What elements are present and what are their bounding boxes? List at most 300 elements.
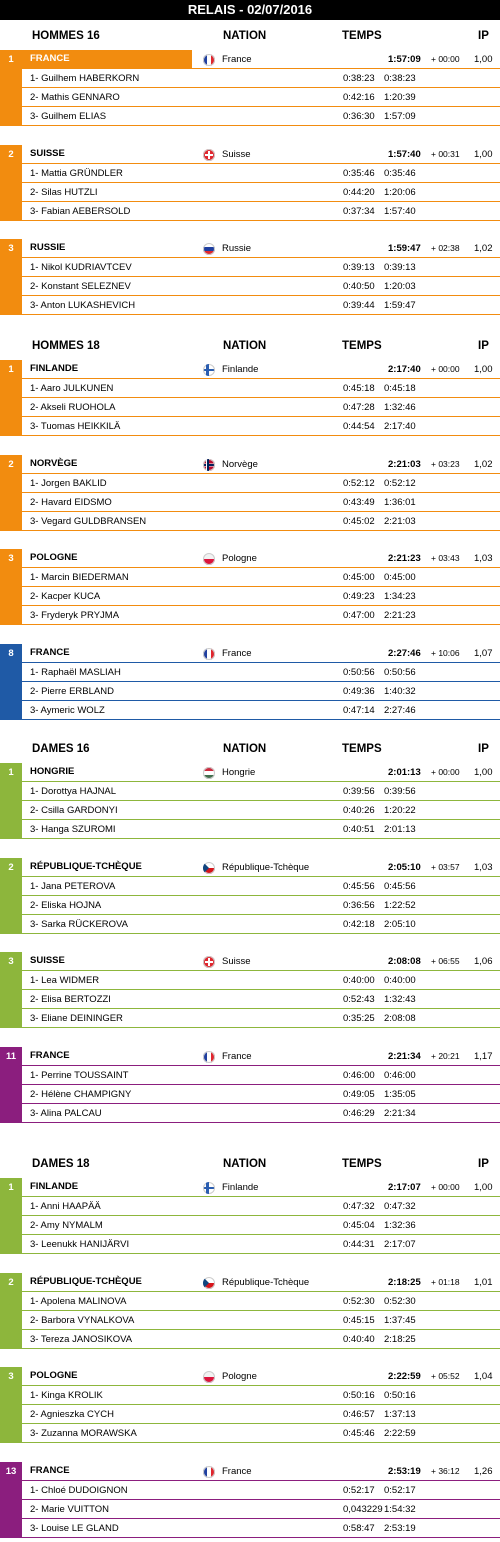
runner-name: 3- Anton LUKASHEVICH (30, 300, 136, 311)
leg-time: 0:36:30 (343, 111, 375, 122)
row-divider (22, 1518, 500, 1519)
leg-time: 0:45:56 (343, 880, 375, 892)
cumulative-time: 2:53:19 (384, 1522, 416, 1534)
row-divider (22, 700, 500, 701)
team-time: 2:21:34 (388, 1050, 421, 1062)
leg-time: 0:42:18 (343, 918, 375, 930)
ip-value: 1,01 (474, 1276, 493, 1288)
cumulative-time: 2:05:10 (384, 918, 416, 930)
cumulative-time: 0:52:30 (384, 1295, 416, 1307)
temps-header: TEMPS (342, 743, 382, 755)
leg-time: 0:39:56 (343, 786, 375, 797)
runner-name: 3- Fabian AEBERSOLD (30, 205, 131, 217)
category-title: DAMES 18 (32, 1158, 90, 1170)
ip-value: 1,03 (474, 861, 493, 873)
runner-name: 3- Guilhem ELIAS (30, 111, 107, 122)
runner-name: 3- Alina PALCAU (30, 1107, 102, 1119)
cumulative-time: 0:39:56 (384, 786, 416, 797)
france-flag-icon (203, 54, 215, 66)
nation-name: République-Tchèque (222, 1276, 310, 1288)
nation-name: Suisse (222, 148, 251, 160)
team-time: 2:21:03 (388, 458, 421, 470)
runner-name: 1- Aaro JULKUNEN (30, 383, 114, 394)
cumulative-time: 0:50:56 (384, 666, 416, 678)
runner-name: 1- Jana PETEROVA (30, 880, 116, 892)
row-divider (22, 125, 500, 126)
row-divider (22, 1537, 500, 1538)
leg-time: 0:40:26 (343, 805, 375, 816)
row-divider (22, 895, 500, 896)
cumulative-time: 1:54:32 (384, 1503, 416, 1515)
row-divider (22, 295, 500, 296)
leg-time: 0:52:43 (343, 994, 375, 1005)
runner-name: 2- Agnieszka CYCH (30, 1409, 114, 1420)
runner-name: 2- Hélène CHAMPIGNY (30, 1088, 132, 1100)
runner-name: 3- Tuomas HEIKKILÄ (30, 421, 121, 432)
cumulative-time: 0:45:18 (384, 383, 416, 394)
pologne-flag-icon (203, 1371, 215, 1383)
runner-name: 1- Dorottya HAJNAL (30, 786, 117, 797)
leg-time: 0:49:05 (343, 1088, 375, 1100)
cumulative-time: 0:45:56 (384, 880, 416, 892)
time-gap: + 00:31 (431, 148, 460, 159)
nation-name: République-Tchèque (222, 861, 310, 873)
row-divider (22, 838, 500, 839)
row-divider (22, 1310, 500, 1311)
row-divider (22, 1196, 500, 1197)
time-gap: + 03:57 (431, 861, 460, 872)
row-divider (22, 719, 500, 720)
runner-name: 3- Vegard GULDBRANSEN (30, 515, 147, 527)
leg-time: 0,043229 (343, 1503, 383, 1515)
runner-name: 1- Lea WIDMER (30, 975, 100, 986)
time-gap: + 02:38 (431, 243, 460, 253)
cumulative-time: 1:57:40 (384, 205, 416, 217)
leg-time: 0:49:36 (343, 685, 375, 697)
ip-value: 1,07 (474, 647, 493, 659)
cumulative-time: 2:21:03 (384, 515, 416, 527)
team-name: FINLANDE (30, 363, 79, 374)
runner-name: 1- Nikol KUDRIAVTCEV (30, 262, 132, 273)
ip-value: 1,03 (474, 553, 493, 564)
ip-value: 1,17 (474, 1050, 493, 1062)
page-title: RELAIS - 02/07/2016 (0, 0, 500, 20)
leg-time: 0:50:56 (343, 666, 375, 678)
runner-name: 1- Chloé DUDOIGNON (30, 1484, 128, 1496)
team-name: RÉPUBLIQUE-TCHÈQUE (30, 1275, 142, 1287)
ip-value: 1,02 (474, 458, 493, 470)
runner-name: 1- Raphaël MASLIAH (30, 666, 121, 678)
row-divider (22, 1234, 500, 1235)
team-name: FRANCE (30, 53, 70, 64)
rank-badge: 2 (0, 455, 22, 531)
runner-name: 1- Guilhem HABERKORN (30, 73, 140, 84)
nation-name: France (222, 647, 252, 659)
row-divider (22, 876, 500, 877)
cumulative-time: 1:36:01 (384, 496, 416, 508)
tcheque-flag-icon (203, 1277, 215, 1289)
cumulative-time: 1:32:36 (384, 1220, 416, 1231)
team-time: 1:57:40 (388, 148, 421, 160)
cumulative-time: 1:59:47 (384, 300, 416, 311)
row-divider (22, 314, 500, 315)
leg-time: 0:37:34 (343, 205, 375, 217)
leg-time: 0:45:04 (343, 1220, 375, 1231)
rank-badge: 8 (0, 644, 22, 720)
leg-time: 0:43:49 (343, 496, 375, 508)
cumulative-time: 2:17:40 (384, 421, 416, 432)
row-divider (22, 106, 500, 107)
cumulative-time: 1:22:52 (384, 899, 416, 911)
nation-name: France (222, 1465, 252, 1477)
team-time: 2:17:07 (388, 1182, 421, 1193)
norvege-flag-icon (203, 459, 215, 471)
rank-badge: 2 (0, 858, 22, 934)
cumulative-time: 1:40:32 (384, 685, 416, 697)
leg-time: 0:45:15 (343, 1314, 375, 1326)
nation-name: Suisse (222, 956, 251, 967)
time-gap: + 00:00 (431, 767, 460, 777)
ip-value: 1,00 (474, 364, 493, 375)
cumulative-time: 2:27:46 (384, 704, 416, 716)
team-time: 2:53:19 (388, 1465, 421, 1477)
nation-header: NATION (223, 340, 267, 352)
cumulative-time: 2:22:59 (384, 1428, 416, 1439)
rank-badge: 13 (0, 1462, 22, 1538)
row-divider (22, 1027, 500, 1028)
rank-badge: 1 (0, 1178, 22, 1254)
team-time: 2:08:08 (388, 956, 421, 967)
category-title: HOMMES 16 (32, 30, 100, 42)
row-divider (22, 914, 500, 915)
leg-time: 0:49:23 (343, 591, 375, 602)
rank-badge: 1 (0, 50, 22, 126)
row-divider (22, 970, 500, 971)
runner-name: 1- Jorgen BAKLID (30, 477, 107, 489)
runner-name: 2- Csilla GARDONYI (30, 805, 118, 816)
leg-time: 0:42:16 (343, 92, 375, 103)
cumulative-time: 0:52:17 (384, 1484, 416, 1496)
leg-time: 0:39:13 (343, 262, 375, 273)
row-divider (22, 473, 500, 474)
team-time: 2:01:13 (388, 767, 421, 778)
row-divider (22, 397, 500, 398)
row-divider (22, 201, 500, 202)
row-divider (22, 220, 500, 221)
row-divider (22, 182, 500, 183)
row-divider (22, 933, 500, 934)
rank-badge: 1 (0, 360, 22, 436)
finlande-flag-icon (203, 1182, 215, 1194)
time-gap: + 36:12 (431, 1465, 460, 1476)
leg-time: 0:46:00 (343, 1069, 375, 1081)
leg-time: 0:36:56 (343, 899, 375, 911)
row-divider (22, 781, 500, 782)
rank-badge: 3 (0, 952, 22, 1028)
time-gap: + 20:21 (431, 1050, 460, 1061)
runner-name: 2- Silas HUTZLI (30, 186, 98, 198)
leg-time: 0:46:29 (343, 1107, 375, 1119)
runner-name: 3- Tereza JANOSIKOVA (30, 1333, 133, 1345)
row-divider (22, 1499, 500, 1500)
suisse-flag-icon (203, 956, 215, 968)
row-divider (22, 1008, 500, 1009)
rank-badge: 3 (0, 549, 22, 625)
time-gap: + 05:52 (431, 1371, 460, 1381)
nation-name: Finlande (222, 364, 259, 375)
runner-name: 2- Pierre ERBLAND (30, 685, 114, 697)
nation-name: Russie (222, 243, 252, 254)
cumulative-time: 2:08:08 (384, 1013, 416, 1024)
team-name: FRANCE (30, 1049, 70, 1061)
runner-name: 2- Eliska HOJNA (30, 899, 102, 911)
leg-time: 0:47:32 (343, 1201, 375, 1212)
leg-time: 0:47:00 (343, 610, 375, 621)
team-name: POLOGNE (30, 1370, 78, 1381)
team-name: NORVÈGE (30, 457, 78, 469)
row-divider (22, 681, 500, 682)
cumulative-time: 1:57:09 (384, 111, 416, 122)
runner-name: 3- Hanga SZUROMI (30, 824, 116, 835)
france-flag-icon (203, 648, 215, 660)
runner-name: 1- Mattia GRÜNDLER (30, 167, 123, 179)
runner-name: 3- Fryderyk PRYJMA (30, 610, 120, 621)
row-divider (22, 567, 500, 568)
leg-time: 0:35:46 (343, 167, 375, 179)
cumulative-time: 2:18:25 (384, 1333, 416, 1345)
row-divider (22, 1480, 500, 1481)
ip-header: IP (478, 30, 489, 42)
row-divider (22, 416, 500, 417)
team-time: 2:17:40 (388, 364, 421, 375)
runner-name: 3- Eliane DEININGER (30, 1013, 123, 1024)
ip-header: IP (478, 1158, 489, 1170)
cumulative-time: 0:38:23 (384, 73, 416, 84)
team-name: FINLANDE (30, 1181, 79, 1192)
ip-value: 1,00 (474, 1182, 493, 1193)
cumulative-time: 2:21:23 (384, 610, 416, 621)
leg-time: 0:46:57 (343, 1409, 375, 1420)
team-name: SUISSE (30, 147, 65, 159)
team-name: POLOGNE (30, 552, 78, 563)
ip-value: 1,26 (474, 1465, 493, 1477)
rank-badge: 2 (0, 145, 22, 221)
leg-time: 0:40:40 (343, 1333, 375, 1345)
cumulative-time: 0:39:13 (384, 262, 416, 273)
leg-time: 0:44:20 (343, 186, 375, 198)
nation-header: NATION (223, 1158, 267, 1170)
leg-time: 0:40:51 (343, 824, 375, 835)
pologne-flag-icon (203, 553, 215, 565)
runner-name: 3- Leenukk HANIJÄRVI (30, 1239, 130, 1250)
row-divider (22, 1122, 500, 1123)
row-divider (22, 68, 500, 69)
category-title: DAMES 16 (32, 743, 90, 755)
team-time: 1:59:47 (388, 243, 421, 254)
cumulative-time: 1:34:23 (384, 591, 416, 602)
row-divider (22, 1084, 500, 1085)
runner-name: 2- Elisa BERTOZZI (30, 994, 111, 1005)
ip-header: IP (478, 340, 489, 352)
cumulative-time: 2:17:07 (384, 1239, 416, 1250)
finlande-flag-icon (203, 364, 215, 376)
leg-time: 0:44:31 (343, 1239, 375, 1250)
runner-name: 2- Havard EIDSMO (30, 496, 112, 508)
row-divider (22, 1442, 500, 1443)
team-time: 1:57:09 (388, 54, 421, 65)
time-gap: + 00:00 (431, 1182, 460, 1192)
team-name: FRANCE (30, 646, 70, 658)
cumulative-time: 1:20:06 (384, 186, 416, 198)
row-divider (22, 605, 500, 606)
row-divider (22, 1253, 500, 1254)
ip-header: IP (478, 743, 489, 755)
row-divider (22, 1065, 500, 1066)
runner-name: 2- Amy NYMALM (30, 1220, 103, 1231)
cumulative-time: 0:40:00 (384, 975, 416, 986)
row-divider (22, 624, 500, 625)
row-divider (22, 819, 500, 820)
runner-name: 3- Louise LE GLAND (30, 1522, 119, 1534)
cumulative-time: 1:32:43 (384, 994, 416, 1005)
ip-value: 1,06 (474, 956, 493, 967)
runner-name: 2- Barbora VYNALKOVA (30, 1314, 135, 1326)
leg-time: 0:52:12 (343, 477, 375, 489)
leg-time: 0:38:23 (343, 73, 375, 84)
row-divider (22, 530, 500, 531)
nation-name: Pologne (222, 1371, 257, 1382)
cumulative-time: 1:37:13 (384, 1409, 416, 1420)
suisse-flag-icon (203, 149, 215, 161)
team-name: RUSSIE (30, 242, 66, 253)
team-time: 2:22:59 (388, 1371, 421, 1382)
leg-time: 0:40:00 (343, 975, 375, 986)
cumulative-time: 0:50:16 (384, 1390, 416, 1401)
rank-badge: 3 (0, 1367, 22, 1443)
team-name: FRANCE (30, 1464, 70, 1476)
ip-value: 1,00 (474, 767, 493, 778)
leg-time: 0:47:28 (343, 402, 375, 413)
row-divider (22, 1291, 500, 1292)
team-time: 2:21:23 (388, 553, 421, 564)
ip-value: 1,00 (474, 54, 493, 65)
row-divider (22, 511, 500, 512)
cumulative-time: 0:35:46 (384, 167, 416, 179)
time-gap: + 00:00 (431, 54, 460, 64)
leg-time: 0:45:18 (343, 383, 375, 394)
row-divider (22, 435, 500, 436)
nation-name: Pologne (222, 553, 257, 564)
leg-time: 0:44:54 (343, 421, 375, 432)
cumulative-time: 2:21:34 (384, 1107, 416, 1119)
leg-time: 0:52:30 (343, 1295, 375, 1307)
leg-time: 0:45:00 (343, 572, 375, 583)
cumulative-time: 0:45:00 (384, 572, 416, 583)
ip-value: 1,04 (474, 1371, 493, 1382)
time-gap: + 06:55 (431, 956, 460, 966)
row-divider (22, 1348, 500, 1349)
team-time: 2:27:46 (388, 647, 421, 659)
runner-name: 2- Mathis GENNARO (30, 92, 120, 103)
cumulative-time: 1:20:39 (384, 92, 416, 103)
team-name: RÉPUBLIQUE-TCHÈQUE (30, 860, 142, 872)
time-gap: + 00:00 (431, 364, 460, 374)
row-divider (22, 1404, 500, 1405)
team-time: 2:18:25 (388, 1276, 421, 1288)
france-flag-icon (203, 1051, 215, 1063)
runner-name: 3- Zuzanna MORAWSKA (30, 1428, 137, 1439)
cumulative-time: 0:46:00 (384, 1069, 416, 1081)
runner-name: 1- Anni HAAPÄÄ (30, 1201, 101, 1212)
runner-name: 1- Marcin BIEDERMAN (30, 572, 129, 583)
time-gap: + 03:23 (431, 458, 460, 469)
leg-time: 0:58:47 (343, 1522, 375, 1534)
row-divider (22, 1215, 500, 1216)
leg-time: 0:40:50 (343, 281, 375, 292)
cumulative-time: 1:37:45 (384, 1314, 416, 1326)
row-divider (22, 1329, 500, 1330)
ip-value: 1,00 (474, 148, 493, 160)
leg-time: 0:47:14 (343, 704, 375, 716)
nation-name: France (222, 1050, 252, 1062)
temps-header: TEMPS (342, 30, 382, 42)
russie-flag-icon (203, 243, 215, 255)
runner-name: 2- Marie VUITTON (30, 1503, 110, 1515)
row-divider (22, 800, 500, 801)
nation-name: Finlande (222, 1182, 259, 1193)
temps-header: TEMPS (342, 340, 382, 352)
runner-name: 2- Akseli RUOHOLA (30, 402, 116, 413)
nation-header: NATION (223, 743, 267, 755)
row-divider (22, 378, 500, 379)
runner-name: 3- Aymeric WOLZ (30, 704, 105, 716)
team-name: SUISSE (30, 955, 65, 966)
rank-badge: 2 (0, 1273, 22, 1349)
leg-time: 0:52:17 (343, 1484, 375, 1496)
rank-badge: 1 (0, 763, 22, 839)
row-divider (22, 492, 500, 493)
cumulative-time: 1:20:03 (384, 281, 416, 292)
cumulative-time: 0:52:12 (384, 477, 416, 489)
row-divider (22, 163, 500, 164)
row-divider (22, 586, 500, 587)
runner-name: 3- Sarka RÜCKEROVA (30, 918, 129, 930)
rank-badge: 11 (0, 1047, 22, 1123)
hongrie-flag-icon (203, 767, 215, 779)
nation-name: Norvège (222, 458, 258, 470)
france-flag-icon (203, 1466, 215, 1478)
runner-name: 2- Konstant SELEZNEV (30, 281, 131, 292)
row-divider (22, 1423, 500, 1424)
nation-name: Hongrie (222, 767, 256, 778)
runner-name: 1- Kinga KROLIK (30, 1390, 103, 1401)
time-gap: + 03:43 (431, 553, 460, 563)
runner-name: 1- Perrine TOUSSAINT (30, 1069, 129, 1081)
row-divider (22, 257, 500, 258)
row-divider (22, 662, 500, 663)
time-gap: + 10:06 (431, 647, 460, 658)
category-title: HOMMES 18 (32, 340, 100, 352)
leg-time: 0:45:02 (343, 515, 375, 527)
team-name: HONGRIE (30, 766, 75, 777)
time-gap: + 01:18 (431, 1276, 460, 1287)
runner-name: 1- Apolena MALINOVA (30, 1295, 127, 1307)
tcheque-flag-icon (203, 862, 215, 874)
nation-header: NATION (223, 30, 267, 42)
temps-header: TEMPS (342, 1158, 382, 1170)
nation-name: France (222, 54, 252, 65)
row-divider (22, 989, 500, 990)
